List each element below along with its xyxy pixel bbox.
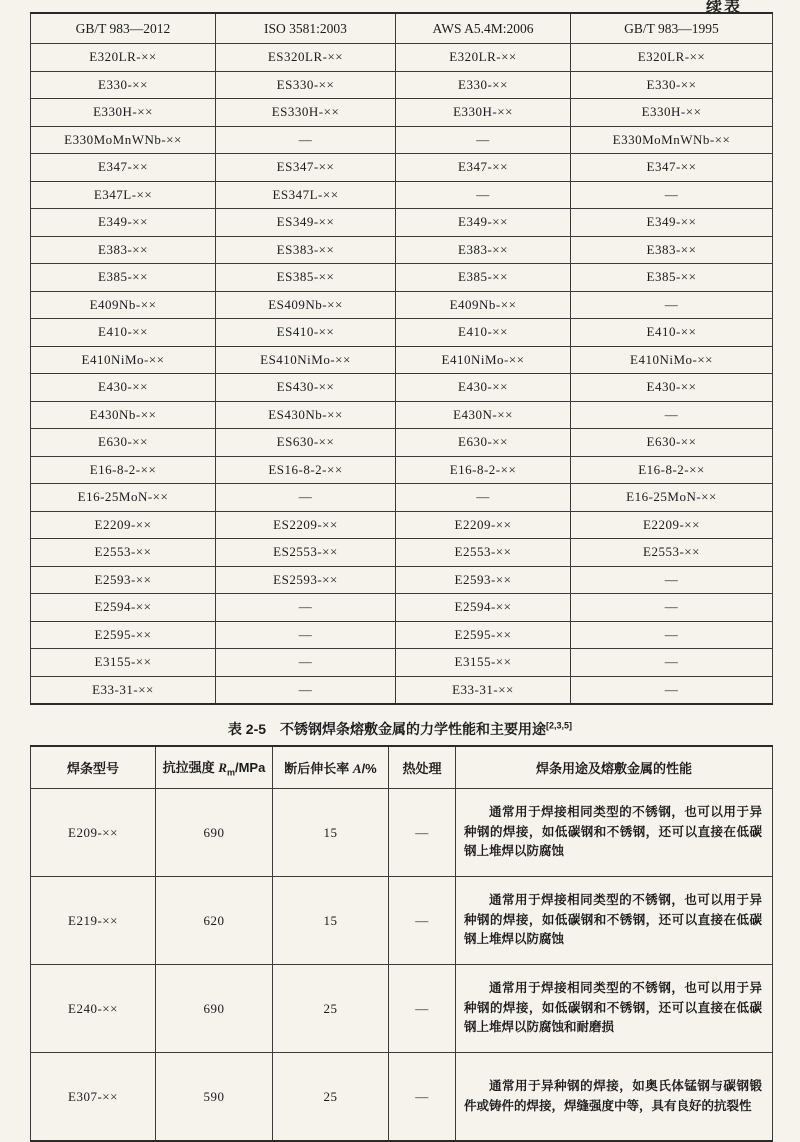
properties-row <box>31 1053 773 1142</box>
properties-header-text: /MPa <box>234 760 266 776</box>
standards-cell: E430-×× <box>31 374 216 402</box>
standards-cell: E2209-×× <box>396 511 571 539</box>
standards-cell: E630-×× <box>396 429 571 457</box>
standards-cell: E2595-×× <box>31 621 216 649</box>
standards-row <box>31 126 773 154</box>
heat-treatment-cell: — <box>389 877 456 965</box>
standards-cell: — <box>571 401 773 429</box>
standards-cell: E16-25MoN-×× <box>571 484 773 512</box>
properties-header-text: m <box>226 767 235 778</box>
standards-cell: E430N-×× <box>396 401 571 429</box>
standards-cell: E2553-×× <box>396 539 571 567</box>
standards-body <box>31 44 773 705</box>
properties-header-text: /% <box>361 761 377 776</box>
standards-cell: — <box>396 181 571 209</box>
standards-cell: E347-×× <box>571 154 773 182</box>
standards-cell: E3155-×× <box>396 649 571 677</box>
standards-cell: E2594-×× <box>31 594 216 622</box>
properties-header-cell <box>389 746 456 789</box>
standards-row <box>31 429 773 457</box>
standards-cell: — <box>396 126 571 154</box>
standards-cell: E2595-×× <box>396 621 571 649</box>
standards-cell: E409Nb-×× <box>31 291 216 319</box>
standards-row <box>31 676 773 704</box>
standards-cell: ES330H-×× <box>216 99 396 127</box>
standards-row <box>31 484 773 512</box>
standards-cell: E347L-×× <box>31 181 216 209</box>
standards-cell: E630-×× <box>571 429 773 457</box>
elongation-cell: 15 <box>273 789 389 877</box>
standards-cell: E16-8-2-×× <box>396 456 571 484</box>
standards-cell: E2553-×× <box>31 539 216 567</box>
heat-treatment-cell: — <box>389 965 456 1053</box>
standards-cell: E16-8-2-×× <box>571 456 773 484</box>
standards-cell: E2209-×× <box>31 511 216 539</box>
standards-cell: E33-31-×× <box>396 676 571 704</box>
standards-cell: E330H-×× <box>31 99 216 127</box>
standards-cell: ES383-×× <box>216 236 396 264</box>
standards-row <box>31 539 773 567</box>
standards-header-cell: ISO 3581:2003 <box>216 13 396 44</box>
standards-cell: E385-×× <box>31 264 216 292</box>
table-title-text: 不锈钢焊条熔敷金属的力学性能和主要用途 <box>280 721 547 737</box>
standards-header-row <box>31 13 773 44</box>
standards-cell: E410-×× <box>396 319 571 347</box>
standards-cell: — <box>216 649 396 677</box>
standards-cell: ES430Nb-×× <box>216 401 396 429</box>
standards-cell: ES385-×× <box>216 264 396 292</box>
standards-cell: — <box>571 621 773 649</box>
standards-cell: E630-×× <box>31 429 216 457</box>
model-cell: E307-×× <box>31 1053 156 1142</box>
standards-cell: E409Nb-×× <box>396 291 571 319</box>
heat-treatment-cell: — <box>389 789 456 877</box>
usage-cell: 通常用于焊接相同类型的不锈钢，也可以用于异种钢的焊接，如低碳钢和不锈钢，还可以直接在低碳钢上堆焊以防腐蚀 <box>456 789 773 877</box>
properties-header-cell <box>156 746 273 789</box>
elongation-cell: 25 <box>273 965 389 1053</box>
standards-row <box>31 456 773 484</box>
standards-cell: ES320LR-×× <box>216 44 396 72</box>
standards-cell: E330-×× <box>571 71 773 99</box>
standards-cell: ES349-×× <box>216 209 396 237</box>
standards-cell: — <box>216 594 396 622</box>
properties-header-text: R <box>218 760 227 776</box>
elongation-cell: 25 <box>273 1053 389 1142</box>
standards-cell: ES409Nb-×× <box>216 291 396 319</box>
standards-cell: E320LR-×× <box>396 44 571 72</box>
electrode-properties-table <box>30 745 773 1142</box>
standards-row <box>31 209 773 237</box>
standards-cell: E33-31-×× <box>31 676 216 704</box>
standards-cell: E3155-×× <box>31 649 216 677</box>
standards-cell: ES630-×× <box>216 429 396 457</box>
properties-header-text: A <box>352 761 362 776</box>
standards-cell: E410-×× <box>571 319 773 347</box>
model-cell: E209-×× <box>31 789 156 877</box>
properties-body <box>31 789 773 1142</box>
standards-cell: E410NiMo-×× <box>396 346 571 374</box>
properties-header-text: 抗拉强度 <box>162 760 219 776</box>
properties-header-cell <box>273 746 389 789</box>
standards-cell: E347-×× <box>396 154 571 182</box>
standards-cell: E320LR-×× <box>571 44 773 72</box>
standards-cell: E383-×× <box>396 236 571 264</box>
tensile-strength-cell: 620 <box>156 877 273 965</box>
standards-cell: — <box>216 126 396 154</box>
standards-cell: ES2593-×× <box>216 566 396 594</box>
standards-cell: E330MoMnWNb-×× <box>571 126 773 154</box>
standards-row <box>31 71 773 99</box>
standards-cell: E320LR-×× <box>31 44 216 72</box>
properties-row <box>31 789 773 877</box>
standards-cell: E410-×× <box>31 319 216 347</box>
standards-cell: ES330-×× <box>216 71 396 99</box>
standards-cell: — <box>571 181 773 209</box>
standards-cell: E2209-×× <box>571 511 773 539</box>
properties-header-cell <box>31 746 156 789</box>
standards-cell: E430Nb-×× <box>31 401 216 429</box>
standards-cell: ES2209-×× <box>216 511 396 539</box>
standards-cell: E385-×× <box>396 264 571 292</box>
usage-cell: 通常用于焊接相同类型的不锈钢，也可以用于异种钢的焊接，如低碳钢和不锈钢，还可以直接在低碳钢上堆焊以防腐蚀 <box>456 877 773 965</box>
properties-row <box>31 965 773 1053</box>
standards-cell: E349-×× <box>31 209 216 237</box>
standards-cell: E430-×× <box>571 374 773 402</box>
standards-cell: E410NiMo-×× <box>31 346 216 374</box>
standards-cell: E330MoMnWNb-×× <box>31 126 216 154</box>
properties-header-text: 焊条型号 <box>66 761 119 776</box>
standards-cell: — <box>571 676 773 704</box>
standards-cell: E383-×× <box>571 236 773 264</box>
standards-row <box>31 374 773 402</box>
standards-header-cell: GB/T 983—2012 <box>31 13 216 44</box>
properties-header-text: 热处理 <box>402 761 442 776</box>
properties-header-text: 焊条用途及熔敷金属的性能 <box>535 761 692 776</box>
tensile-strength-cell: 690 <box>156 789 273 877</box>
standards-cell: — <box>571 649 773 677</box>
standards-cell: ES2553-×× <box>216 539 396 567</box>
table-title-citation: [2,3,5] <box>546 720 573 731</box>
standards-cell: E2593-×× <box>31 566 216 594</box>
standards-cell: E2593-×× <box>396 566 571 594</box>
heat-treatment-cell: — <box>389 1053 456 1142</box>
tensile-strength-cell: 590 <box>156 1053 273 1142</box>
standards-cell: — <box>216 676 396 704</box>
standards-cell: — <box>571 291 773 319</box>
standards-cell: E385-×× <box>571 264 773 292</box>
standards-cell: E383-×× <box>31 236 216 264</box>
standards-cell: E349-×× <box>571 209 773 237</box>
standards-row <box>31 236 773 264</box>
elongation-cell: 15 <box>273 877 389 965</box>
electrode-standards-table <box>30 12 773 705</box>
standards-cell: E410NiMo-×× <box>571 346 773 374</box>
standards-cell: — <box>571 566 773 594</box>
usage-cell: 通常用于焊接相同类型的不锈钢，也可以用于异种钢的焊接，如低碳钢和不锈钢，还可以直接在低碳钢上堆焊以防腐蚀和耐磨损 <box>456 965 773 1053</box>
standards-cell: E2594-×× <box>396 594 571 622</box>
standards-cell: E330H-×× <box>571 99 773 127</box>
table-number: 表 2-5 <box>227 721 267 737</box>
tensile-strength-cell: 690 <box>156 965 273 1053</box>
standards-cell: — <box>396 484 571 512</box>
standards-row <box>31 291 773 319</box>
standards-row <box>31 401 773 429</box>
standards-row <box>31 649 773 677</box>
standards-row <box>31 594 773 622</box>
standards-row <box>31 99 773 127</box>
properties-row <box>31 877 773 965</box>
standards-cell: E330-×× <box>31 71 216 99</box>
standards-cell: ES430-×× <box>216 374 396 402</box>
continued-table-label: 续表 <box>705 0 742 16</box>
standards-cell: — <box>216 621 396 649</box>
standards-header-cell: GB/T 983—1995 <box>571 13 773 44</box>
standards-row <box>31 621 773 649</box>
standards-cell: ES16-8-2-×× <box>216 456 396 484</box>
standards-row <box>31 44 773 72</box>
standards-cell: E349-×× <box>396 209 571 237</box>
model-cell: E240-×× <box>31 965 156 1053</box>
standards-cell: ES347-×× <box>216 154 396 182</box>
properties-header-row <box>31 746 773 789</box>
standards-cell: ES410NiMo-×× <box>216 346 396 374</box>
usage-cell: 通常用于异种钢的焊接，如奥氏体锰钢与碳钢锻件或铸件的焊接，焊缝强度中等，具有良好的抗裂性 <box>456 1053 773 1142</box>
standards-row <box>31 566 773 594</box>
model-cell: E219-×× <box>31 877 156 965</box>
properties-table-title <box>0 719 800 739</box>
standards-row <box>31 346 773 374</box>
standards-row <box>31 154 773 182</box>
standards-cell: E347-×× <box>31 154 216 182</box>
standards-cell: E330H-×× <box>396 99 571 127</box>
standards-cell: E430-×× <box>396 374 571 402</box>
properties-header-cell <box>456 746 773 789</box>
standards-cell: ES410-×× <box>216 319 396 347</box>
standards-row <box>31 264 773 292</box>
standards-row <box>31 319 773 347</box>
standards-cell: — <box>571 594 773 622</box>
standards-row <box>31 181 773 209</box>
standards-cell: — <box>216 484 396 512</box>
standards-cell: ES347L-×× <box>216 181 396 209</box>
standards-header-cell: AWS A5.4M:2006 <box>396 13 571 44</box>
standards-cell: E2553-×× <box>571 539 773 567</box>
standards-cell: E16-8-2-×× <box>31 456 216 484</box>
standards-cell: E16-25MoN-×× <box>31 484 216 512</box>
standards-cell: E330-×× <box>396 71 571 99</box>
properties-header-text: 断后伸长率 <box>284 761 353 776</box>
standards-row <box>31 511 773 539</box>
